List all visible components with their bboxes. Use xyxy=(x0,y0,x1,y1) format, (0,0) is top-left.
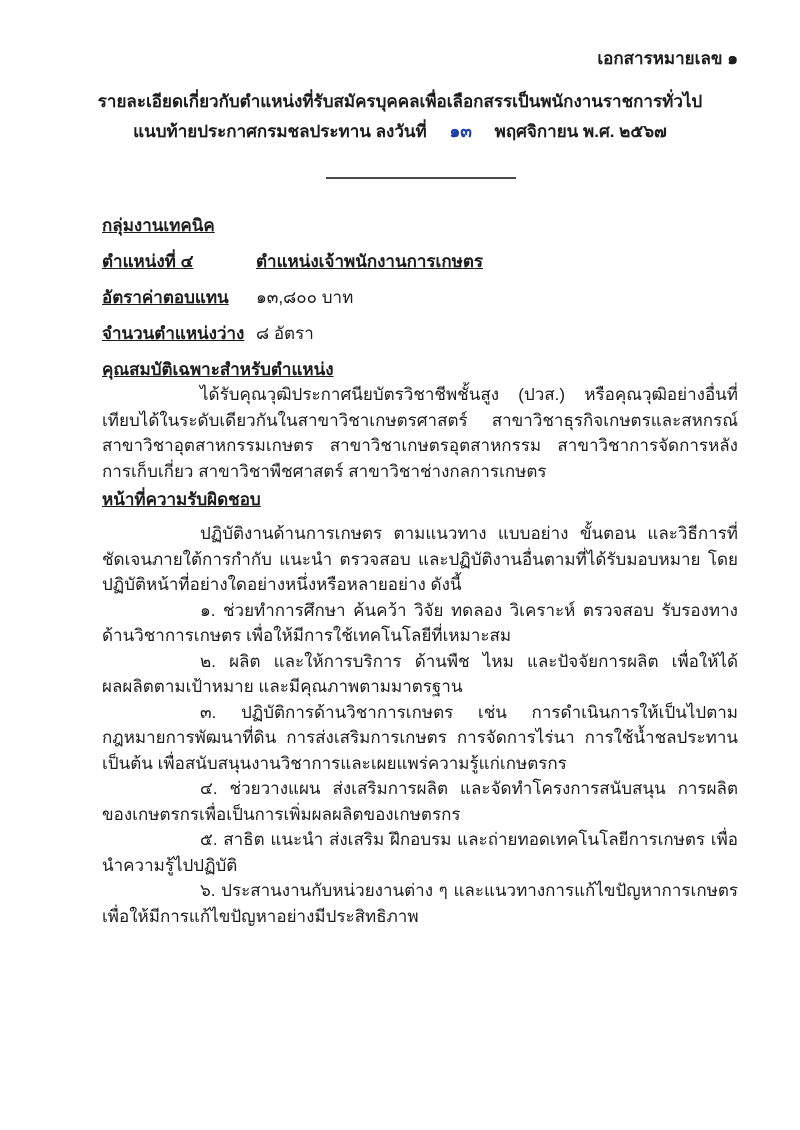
salary-value: ๑๓,๘๐๐ บาท xyxy=(256,288,354,307)
duty-item-2: ๒. ผลิต และให้การบริการ ด้านพืช ไหม และปัจจัยการผลิต เพื่อให้ได้ผลผลิตตามเป้าหมาย และมีคุณภาพตามมาตรฐาน xyxy=(102,651,738,696)
vacancy-count-value: ๘ อัตรา xyxy=(256,324,314,343)
field-row-group xyxy=(102,213,738,238)
document-number-label: เอกสารหมายเลข ๑ xyxy=(597,49,738,68)
salary-label: อัตราค่าตอบแทน xyxy=(102,288,229,307)
duty-item-5: ๕. สาธิต แนะนำ ส่งเสริม ฝึกอบรม และถ่ายทอดเทคโนโลยีการเกษตร เพื่อนำความรู้ไปปฏิบัติ xyxy=(102,830,738,875)
position-title-value: ตำแหน่งเจ้าพนักงานการเกษตร xyxy=(256,252,484,271)
document-title-line1: รายละเอียดเกี่ยวกับตำแหน่งที่รับสมัครบุคคลเพื่อเลือกสรรเป็นพนักงานราชการทั่วไป xyxy=(97,92,703,111)
divider-line xyxy=(326,177,516,179)
stamped-date-day: ๑๓ xyxy=(449,122,472,141)
group-name-label: กลุ่มงานเทคนิค xyxy=(102,216,215,235)
vacancy-count-label: จำนวนตำแหน่งว่าง xyxy=(102,324,245,343)
duties-heading: หน้าที่ความรับผิดชอบ xyxy=(102,490,261,509)
field-row-vacancies xyxy=(102,321,738,346)
duty-item-1: ๑. ช่วยทำการศึกษา ค้นคว้า วิจัย ทดลอง วิเคราะห์ ตรวจสอบ รับรองทางด้านวิชาการเกษตร เพื่อให้มีการใช้เทคโนโลยีที่เหมาะสม xyxy=(102,600,738,645)
duty-item-6: ๖. ประสานงานกับหน่วยงานต่าง ๆ และแนวทางการแก้ไขปัญหาการเกษตรเพื่อให้มีการแก้ไขปัญหาอย่างมีประสิทธิภาพ xyxy=(102,881,738,926)
qualifications-heading: คุณสมบัติเฉพาะสำหรับตำแหน่ง xyxy=(102,360,334,379)
field-row-position xyxy=(102,249,738,274)
duty-list xyxy=(102,598,738,930)
date-prefix-text: แนบท้ายประกาศกรมชลประทาน ลงวันที่ xyxy=(133,122,427,141)
document-title-line2 xyxy=(0,117,800,147)
duties-intro-paragraph: ปฏิบัติงานด้านการเกษตร ตามแนวทาง แบบอย่าง ขั้นตอน และวิธีการที่ชัดเจนภายใต้การกำกับ แนะนำ ตรวจสอบ และปฏิบัติงานอื่นตามที่ได้รับมอบหมาย โดยปฏิบัติหน้าที่อย่างใดอย่างหนึ่งหรือหลายอย่าง ดังนี้ xyxy=(102,524,738,594)
duty-item-3: ๓. ปฏิบัติการด้านวิชาการเกษตร เช่น การดำเนินการให้เป็นไปตามกฎหมายการพัฒนาที่ดิน การส่งเสริมการเกษตร การจัดการไร่นา การใช้น้ำชลประทาน เป็นต้น เพื่อสนับสนุนงานวิชาการและเผยแพร่ความรู้แก่เกษตรกร xyxy=(102,702,738,773)
duty-item-4: ๔. ช่วยวางแผน ส่งเสริมการผลิต และจัดทำโครงการสนับสนุน การผลิตของเกษตรกรเพื่อเป็นการเพิ่มผลผลิตของเกษตรกร xyxy=(102,779,738,824)
field-row-salary xyxy=(102,285,738,310)
document-body xyxy=(102,213,738,929)
title-block xyxy=(0,87,800,147)
position-number-label: ตำแหน่งที่ ๔ xyxy=(102,252,194,271)
date-suffix-text: พฤศจิกายน พ.ศ. ๒๕๖๗ xyxy=(494,122,667,141)
qualifications-paragraph: ได้รับคุณวุฒิประกาศนียบัตรวิชาชีพชั้นสูง (ปวส.) หรือคุณวุฒิอย่างอื่นที่เทียบได้ในระดับเดียวกันในสาขาวิชาเกษตรศาสตร์ สาขาวิชาธุรกิจเกษตรและสหกรณ์ สาขาวิชาอุตสาหกรรมเกษตร สาขาวิชาเกษตรอุตสาหกรรม สาขาวิชาการจัดการหลังการเก็บเกี่ยว สาขาวิชาพืชศาสตร์ สาขาวิชาช่างกลการเกษตร xyxy=(102,385,738,481)
